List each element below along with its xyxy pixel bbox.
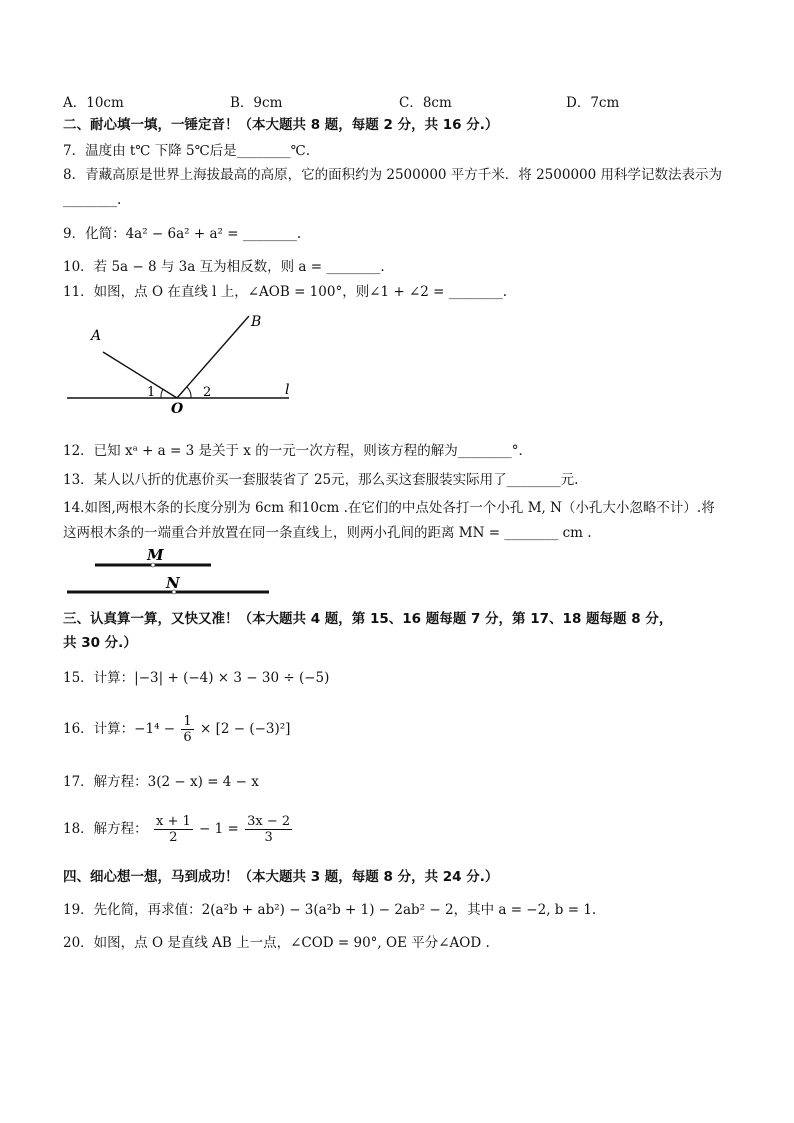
question-18-prefix: 18．解方程：	[63, 821, 148, 837]
fraction-left-denominator: 2	[169, 830, 178, 845]
label-m: M	[147, 546, 164, 564]
label-n: N	[166, 574, 180, 592]
question-14-line2: 这两根木条的一端重合并放置在同一条直线上，则两小孔间的距离 MN = ________ cm .	[63, 525, 592, 541]
fraction-denominator: 6	[183, 730, 192, 745]
angle-figure	[63, 308, 303, 416]
question-10: 10．若 5a − 8 与 3a 互为相反数，则 a = ________.	[63, 259, 385, 275]
fraction-one-sixth	[181, 714, 193, 745]
fraction-left	[154, 814, 193, 845]
question-20: 20．如图，点 O 是直线 AB 上一点，∠COD = 90°, OE 平分∠AOD .	[63, 935, 490, 951]
choice-c: C．8cm	[399, 95, 452, 111]
section-three-heading-line1: 三、认真算一算，又快又准！（本大题共 4 题，第 15、16 题每题 7 分，第 17、18 题每题 8 分，	[63, 611, 673, 627]
choice-b: B．9cm	[230, 95, 283, 111]
question-16-prefix: 16．计算：−1⁴ −	[63, 721, 176, 737]
section-two-heading: 二、耐心填一填，一锤定音！（本大题共 8 题，每题 2 分，共 16 分.）	[63, 117, 499, 133]
label-angle-1: 1	[147, 385, 156, 400]
choice-a: A．10cm	[63, 95, 124, 111]
section-four-heading: 四、细心想一想，马到成功！（本大题共 3 题，每题 8 分，共 24 分.）	[63, 869, 499, 885]
question-15: 15．计算：|−3| + (−4) × 3 − 30 ÷ (−5)	[63, 670, 330, 686]
fraction-right-denominator: 3	[264, 830, 273, 845]
question-12: 12．已知 xᵃ + a = 3 是关于 x 的一元一次方程，则该方程的解为________°．	[63, 443, 532, 459]
section-three-heading-line2: 共 30 分.）	[63, 635, 137, 651]
angle-2-arc	[187, 387, 191, 398]
question-11: 11．如图，点 O 在直线 l 上，∠AOB = 100°，则∠1 + ∠2 = ________.	[63, 284, 508, 300]
fraction-right	[245, 814, 292, 845]
fraction-right-numerator: 3x − 2	[247, 814, 291, 829]
question-13: 13．某人以八折的优惠价买一套服装省了 25元，那么买这套服装实际用了________元.	[63, 472, 579, 488]
question-16-suffix: × [2 − (−3)²]	[199, 721, 291, 737]
fraction-left-numerator: x + 1	[155, 814, 191, 829]
label-o: O	[171, 401, 184, 416]
ray-oa	[103, 352, 177, 398]
question-7: 7．温度由 t℃ 下降 5℃后是________℃.	[63, 143, 311, 159]
question-19: 19．先化简，再求值：2(a²b + ab²) − 3(a²b + 1) − 2ab² − 2，其中 a = −2, b = 1.	[63, 902, 597, 918]
question-17: 17．解方程：3(2 − x) = 4 − x	[63, 774, 259, 790]
label-b: B	[251, 314, 262, 330]
label-a: A	[91, 328, 102, 344]
ray-ob	[177, 316, 249, 398]
question-18	[63, 812, 294, 848]
sticks-figure	[63, 546, 273, 596]
question-18-middle: − 1 =	[199, 821, 239, 837]
question-8-line2: ________.	[63, 192, 122, 208]
angle-1-arc	[161, 389, 163, 398]
question-14-line1: 14.如图,两根木条的长度分别为 6cm 和10cm .在它们的中点处各打一个小孔 M, N（小孔大小忽略不计）.将	[63, 500, 715, 516]
choice-row	[63, 91, 663, 109]
question-9: 9．化简：4a² − 6a² + a² = ________.	[63, 226, 302, 242]
question-8-line1: 8．青藏高原是世界上海拔最高的高原，它的面积约为 2500000 平方千米．将 2500000 用科学记数法表示为	[63, 167, 723, 183]
label-l: l	[285, 382, 290, 398]
fraction-numerator: 1	[183, 714, 192, 729]
question-16	[63, 712, 290, 748]
choice-d: D．7cm	[566, 95, 620, 111]
label-angle-2: 2	[203, 385, 212, 400]
